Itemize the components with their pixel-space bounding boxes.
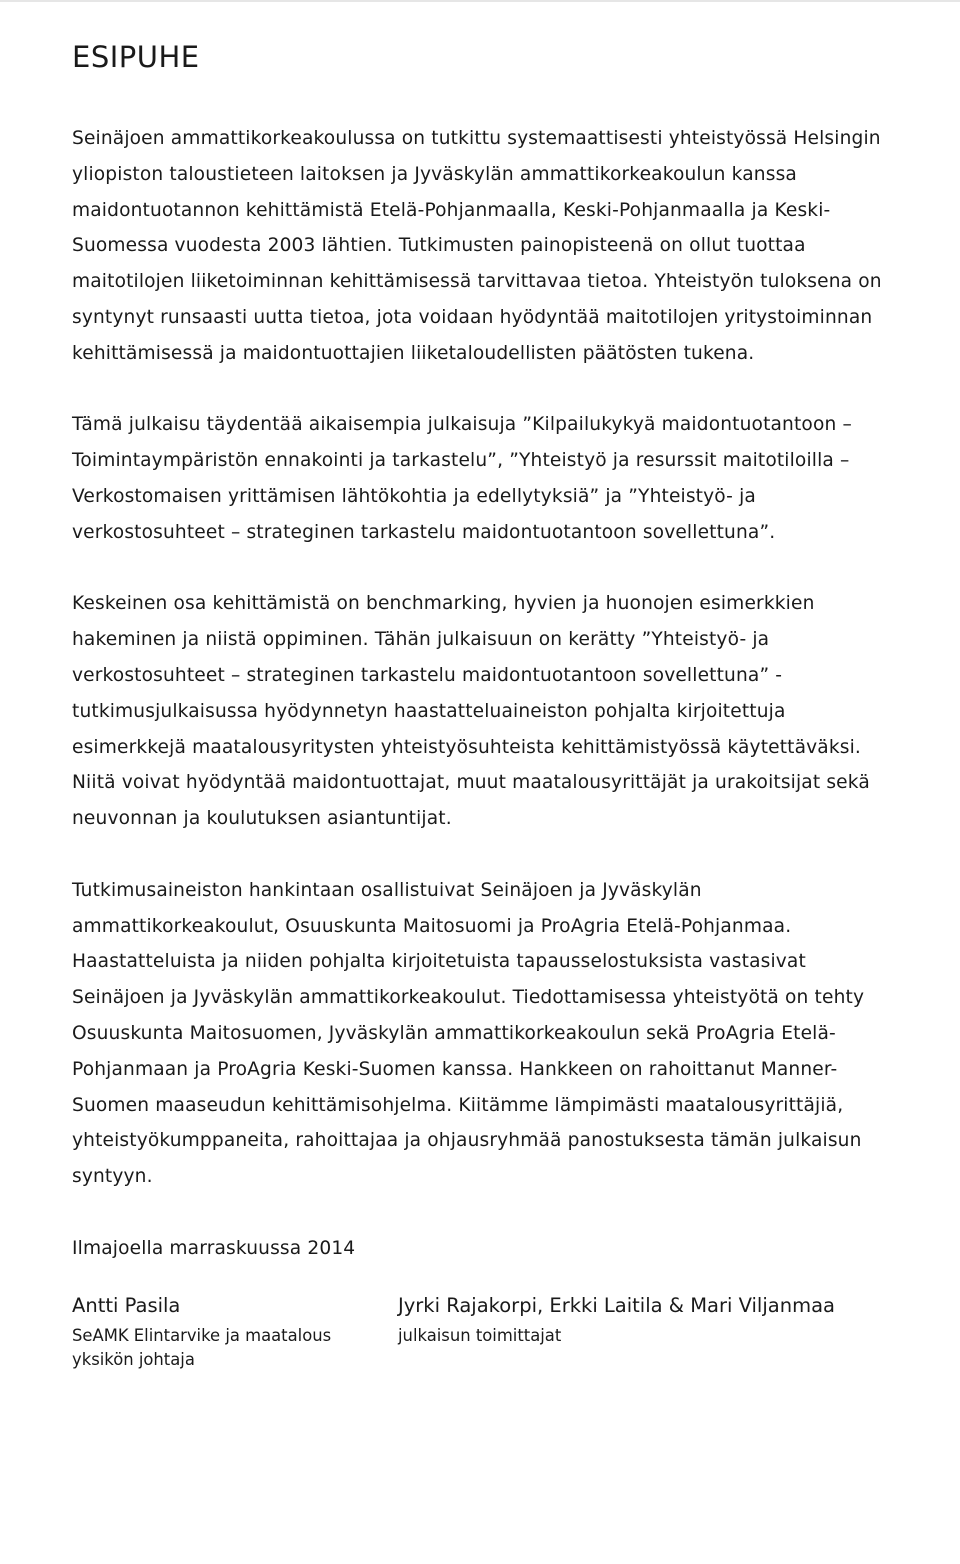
place-date: Ilmajoella marraskuussa 2014: [72, 1237, 356, 1259]
signature-block: [72, 1291, 904, 1391]
paragraph-4: Tutkimusaineiston hankintaan osallistuivat Seinäjoen ja Jyväskylän ammattikorkeakoulut, Osuuskunta Maitosuomi ja ProAgria Etelä-Pohjanmaa. Haastatteluista ja niiden pohjalta kirjoitetuista tapausselostuksista vastasivat Seinäjoen ja Jyväskylän ammattikorkeakoulut. Tiedottamisessa yhteistyötä on tehty Osuuskunta Maitosuomen, Jyväskylän ammattikorkeakoulun sekä ProAgria Etelä-Pohjanmaan ja ProAgria Keski-Suomen kanssa. Hankkeen on rahoittanut Manner-Suomen maaseudun kehittämisohjelma. Kiitämme lämpimästi maatalousyrittäjiä, yhteistyökumppaneita, rahoittajaa ja ohjausryhmää panostuksesta tämän julkaisun syntyyn.: [72, 879, 865, 1188]
signatory-role: SeAMK Elintarvike ja maatalous: [72, 1325, 332, 1345]
signatory-role: yksikön johtaja: [72, 1349, 195, 1369]
signature-right: [398, 1291, 904, 1348]
signatory-role: julkaisun toimittajat: [398, 1325, 562, 1345]
paragraph-2: Tämä julkaisu täydentää aikaisempia julkaisuja ”Kilpailukykyä maidontuotantoon – Toimintaympäristön ennakointi ja tarkastelu”, ”Yhteistyö ja resurssit maitotiloilla – Verkostomaisen yrittämisen lähtökohtia ja edellytyksiä” ja ”Yhteistyö- ja verkostosuhteet – strateginen tarkastelu maidontuotantoon sovellettuna”.: [72, 414, 852, 543]
signature-left: [72, 1291, 382, 1372]
paragraph-3: Keskeinen osa kehittämistä on benchmarking, hyvien ja huonojen esimerkkien hakeminen ja niistä oppiminen. Tähän julkaisuun on kerätty ”Yhteistyö- ja verkostosuhteet – strateginen tarkastelu maidontuotantoon sovellettuna” -tutkimusjulkaisussa hyödynnetyn haastatteluaineiston pohjalta kirjoitettuja esimerkkejä maatalousyritysten yhteistyösuhteista kehittämistyössä käytettäväksi. Niitä voivat hyödyntää maidontuottajat, muut maatalousyrittäjät ja urakoitsijat sekä neuvonnan ja koulutuksen asiantuntijat.: [72, 593, 870, 830]
page-title: ESIPUHE: [72, 40, 200, 74]
signatory-names: Jyrki Rajakorpi, Erkki Laitila & Mari Viljanmaa: [398, 1293, 835, 1317]
top-border: [0, 0, 960, 2]
signatory-name: Antti Pasila: [72, 1293, 181, 1317]
document-page: [72, 38, 904, 1391]
paragraph-1: Seinäjoen ammattikorkeakoulussa on tutkittu systemaattisesti yhteistyössä Helsingin yliopiston taloustieteen laitoksen ja Jyväskylän ammattikorkeakoulun kanssa maidontuotannon kehittämistä Etelä-Pohjanmaalla, Keski-Pohjanmaalla ja Keski-Suomessa vuodesta 2003 lähtien. Tutkimusten painopisteenä on ollut tuottaa maitotilojen liiketoiminnan kehittämisessä tarvittavaa tietoa. Yhteistyön tuloksena on syntynyt runsaasti uutta tietoa, jota voidaan hyödyntää maitotilojen yritystoiminnan kehittämisessä ja maidontuottajien liiketaloudellisten päätösten tukena.: [72, 128, 882, 364]
